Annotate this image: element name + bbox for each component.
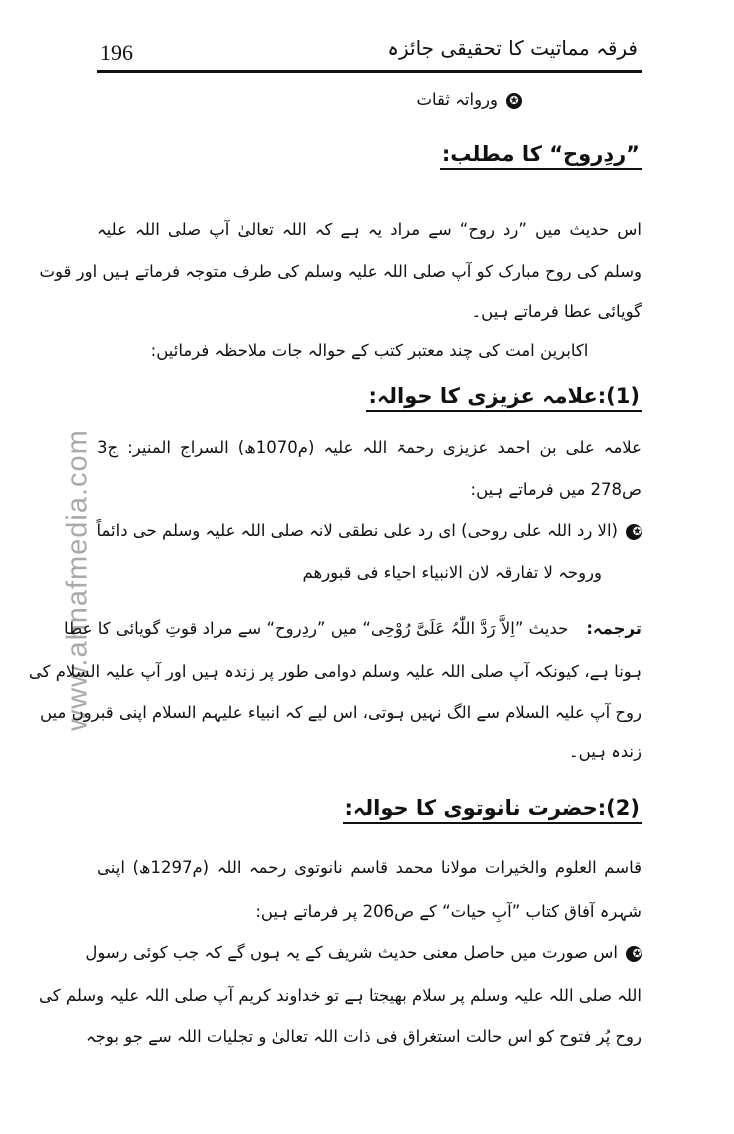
translation-line: ہونا ہے، کیونکہ آپ صلی اللہ علیہ وسلم دوامی طور پر زندہ ہیں اور آپ علیہ السلام کی [28, 662, 642, 681]
watermark-url: www.ahnafmedia.com [61, 429, 94, 731]
paragraph-line: گویائی عطا فرماتے ہیں۔ [471, 302, 642, 321]
intro-line: اکابرین امت کی چند معتبر کتب کے حوالہ جات ملاحظہ فرمائیں: [150, 341, 589, 360]
arabic-quote-line: ✪(الا رد اللہ علی روحی) ای رد علی نطقی لانہ صلی اللہ علیہ وسلم حی دائماً [96, 521, 642, 540]
header-rule [97, 70, 642, 73]
section-heading: ”ردِروح“ کا مطلب: [440, 142, 642, 170]
bullet-item [97, 90, 522, 109]
reference-heading: (1):علامہ عزیزی کا حوالہ: [366, 384, 642, 412]
paragraph-line: ص278 میں فرماتے ہیں: [470, 480, 642, 499]
paragraph-line: وسلم کی روح مبارک کو آپ صلی اللہ علیہ وسلم کی طرف متوجہ فرماتے ہیں اور قوت [39, 262, 642, 281]
paragraph-line: علامہ علی بن احمد عزیزی رحمۃ اللہ علیہ (م1070ھ) السراج المنیر: ج3 [97, 438, 642, 457]
star-bullet-icon: ✪ [506, 93, 522, 109]
bullet-text: ورواتہ ثقات [416, 90, 498, 109]
translation-line: روح آپ علیہ السلام سے الگ نہیں ہوتی، اس لیے کہ انبیاء علیہم السلام اپنی قبروں میں [39, 703, 642, 722]
paragraph-line: قاسم العلوم والخیرات مولانا محمد قاسم نانوتوی رحمہ اللہ (م1297ھ) اپنی [97, 858, 642, 877]
translation-line: ترجمہ:حدیث ”اِلاَّ رَدَّ اللّٰہُ عَلَیَّ رُوْحِی“ میں ”ردِروح“ سے مراد قوتِ گویائی کا عطا [64, 619, 642, 638]
arabic-quote-line: وروحہ لا تفارقہ لان الانبیاء احیاء فی قبورھم [302, 563, 602, 582]
bullet-paragraph-line: ✪اس صورت میں حاصل معنی حدیث شریف کے یہ ہوں گے کہ جب کوئی رسول [85, 943, 642, 962]
translation-line: زندہ ہیں۔ [568, 742, 642, 761]
page-number: 196 [100, 40, 133, 65]
paragraph-line: اس حدیث میں ”رد روح“ سے مراد یہ ہے کہ اللہ تعالیٰ آپ صلی اللہ علیہ [97, 220, 642, 239]
translation-label: ترجمہ: [586, 619, 642, 638]
star-bullet-icon: ✪ [626, 524, 642, 540]
star-bullet-icon: ✪ [626, 946, 642, 962]
bullet-paragraph-line: اللہ صلی اللہ علیہ وسلم پر سلام بھیجتا ہے تو خداوند کریم آپ صلی اللہ علیہ وسلم کی [38, 986, 642, 1005]
reference-heading: (2):حضرت نانوتوی کا حوالہ: [343, 796, 642, 824]
paragraph-line: شہرہ آفاق کتاب ”آبِ حیات“ کے ص206 پر فرماتے ہیں: [255, 902, 642, 921]
bullet-paragraph-line: روح پُر فتوح کو اس حالت استغراق فی ذات اللہ تعالیٰ و تجلیات اللہ سے جو بوجہ [85, 1027, 642, 1046]
running-title: فرقہ مماتیت کا تحقیقی جائزہ [387, 36, 638, 60]
